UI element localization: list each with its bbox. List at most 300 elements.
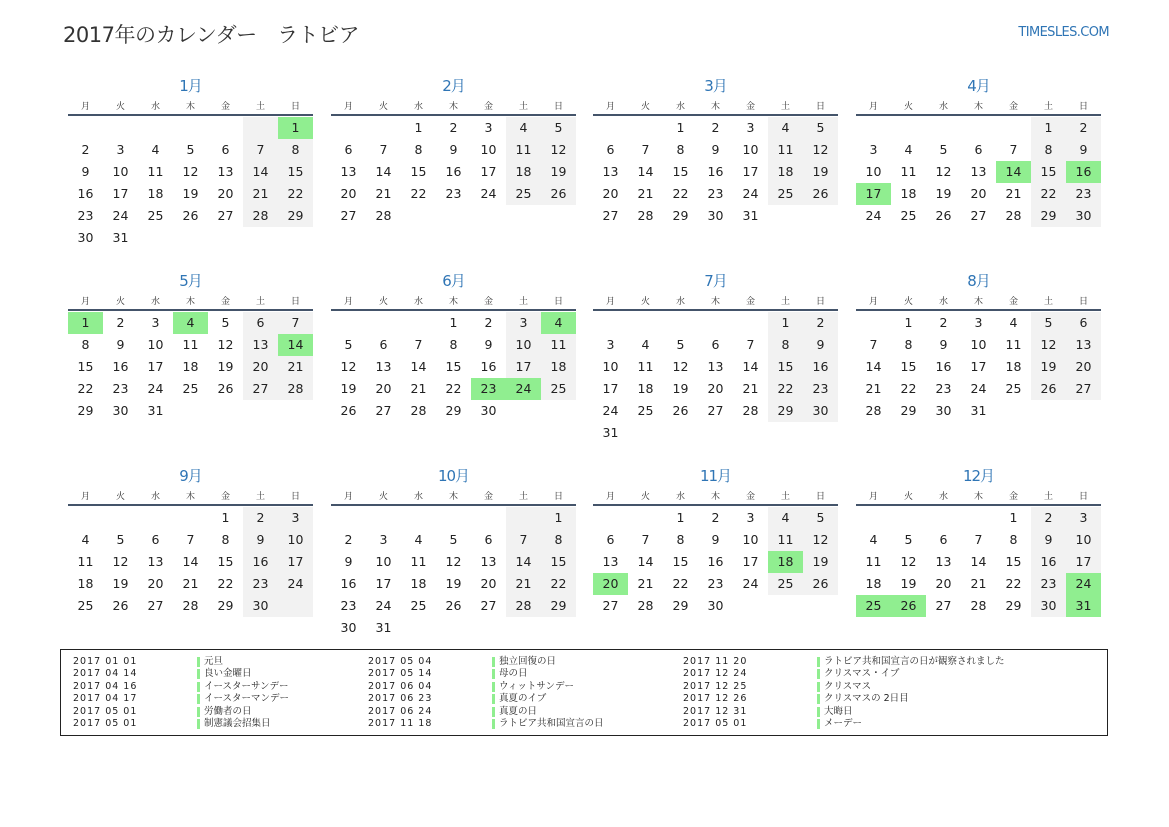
weekday-label: 日 <box>553 297 563 307</box>
day-cell: 9 <box>939 337 948 352</box>
day-cell: 3 <box>278 507 313 529</box>
empty-cell <box>401 312 436 334</box>
header-rule <box>593 114 838 116</box>
weekday-label: 金 <box>220 297 230 307</box>
weekday-label: 金 <box>1008 102 1018 112</box>
day-cell: 22 <box>672 576 689 591</box>
day-cell: 21 <box>865 381 882 396</box>
empty-cell <box>856 117 891 139</box>
empty-cell <box>471 205 506 227</box>
day-cell: 7 <box>243 139 278 161</box>
day-cell: 25 <box>637 403 654 418</box>
empty-cell <box>663 422 698 444</box>
day-cell: 7 <box>746 337 755 352</box>
holiday-name: 真夏のイブ <box>499 693 547 705</box>
day-cell: 15 <box>1031 161 1066 183</box>
day-cell: 25 <box>856 595 891 617</box>
empty-cell <box>768 422 803 444</box>
day-cell: 24 <box>865 208 882 223</box>
day-cell: 15 <box>768 356 803 378</box>
day-cell: 19 <box>803 551 838 573</box>
empty-cell <box>663 312 698 334</box>
weekday-label: 金 <box>745 297 755 307</box>
day-cell: 24 <box>147 381 164 396</box>
day-cell: 10 <box>506 334 541 356</box>
weekday-label: 月 <box>80 492 90 502</box>
day-cell: 20 <box>375 381 392 396</box>
day-cell: 13 <box>602 164 619 179</box>
empty-cell <box>733 312 768 334</box>
day-cell: 9 <box>243 529 278 551</box>
day-cell: 25 <box>182 381 199 396</box>
day-cell: 20 <box>602 186 619 201</box>
days-grid <box>68 117 313 249</box>
empty-cell <box>173 117 208 139</box>
day-cell: 11 <box>900 164 917 179</box>
day-cell: 3 <box>151 315 160 330</box>
empty-cell <box>926 117 961 139</box>
weekday-header <box>331 294 576 308</box>
day-cell: 28 <box>637 598 654 613</box>
day-cell: 15 <box>217 554 234 569</box>
empty-cell <box>541 205 576 227</box>
site-link[interactable]: TIMESLES.COM <box>1018 25 1109 40</box>
day-cell: 8 <box>81 337 90 352</box>
day-cell: 6 <box>151 532 160 547</box>
day-cell: 9 <box>711 532 720 547</box>
day-cell: 22 <box>1005 576 1022 591</box>
header-rule <box>68 309 313 311</box>
day-cell: 16 <box>480 359 497 374</box>
day-cell: 10 <box>1066 529 1101 551</box>
weekday-label: 火 <box>115 492 125 502</box>
empty-cell <box>366 507 401 529</box>
day-cell: 14 <box>970 554 987 569</box>
day-cell: 13 <box>480 554 497 569</box>
day-cell: 3 <box>379 532 388 547</box>
empty-cell <box>856 312 891 334</box>
weekday-label: 月 <box>868 102 878 112</box>
holiday-date: 2017 06 04 <box>368 680 433 692</box>
day-cell: 3 <box>746 510 755 525</box>
day-cell: 18 <box>768 551 803 573</box>
day-cell: 25 <box>541 378 576 400</box>
day-cell: 19 <box>340 381 357 396</box>
day-cell: 8 <box>278 139 313 161</box>
day-cell: 20 <box>147 576 164 591</box>
day-cell: 12 <box>803 529 838 551</box>
day-cell: 27 <box>375 403 392 418</box>
day-cell: 15 <box>77 359 94 374</box>
day-cell: 23 <box>707 186 724 201</box>
day-cell: 14 <box>506 551 541 573</box>
weekday-label: 火 <box>903 492 913 502</box>
day-cell: 1 <box>449 315 458 330</box>
empty-cell <box>331 312 366 334</box>
weekday-label: 木 <box>185 297 195 307</box>
day-cell: 14 <box>278 334 313 356</box>
weekday-header <box>331 99 576 113</box>
day-cell: 29 <box>672 598 689 613</box>
day-cell: 29 <box>900 403 917 418</box>
day-cell: 30 <box>935 403 952 418</box>
empty-cell <box>401 205 436 227</box>
day-cell: 6 <box>939 532 948 547</box>
holiday-date: 2017 04 17 <box>73 693 138 705</box>
day-cell: 4 <box>151 142 160 157</box>
day-cell: 29 <box>445 403 462 418</box>
day-cell: 16 <box>112 359 129 374</box>
holiday-date: 2017 01 01 <box>73 656 138 667</box>
holiday-name: 真夏の日 <box>499 705 538 717</box>
holiday-name: 良い金曜日 <box>204 668 252 680</box>
empty-cell <box>331 507 366 529</box>
day-cell: 21 <box>742 381 759 396</box>
holiday-date: 2017 05 01 <box>73 705 138 717</box>
holiday-name: クリスマス <box>824 680 872 692</box>
day-cell: 1 <box>68 312 103 334</box>
weekday-label: 木 <box>973 297 983 307</box>
holiday-date: 2017 11 18 <box>368 718 433 729</box>
day-cell: 27 <box>147 598 164 613</box>
weekday-label: 金 <box>745 102 755 112</box>
weekday-label: 土 <box>518 492 528 502</box>
day-cell: 19 <box>672 381 689 396</box>
holiday-date: 2017 05 01 <box>683 718 748 729</box>
day-cell: 4 <box>81 532 90 547</box>
day-cell: 8 <box>768 334 803 356</box>
day-cell: 20 <box>593 573 628 595</box>
weekday-header <box>68 489 313 503</box>
holiday-name: ウィットサンデー <box>499 680 574 692</box>
weekday-header <box>593 489 838 503</box>
day-cell: 1 <box>541 507 576 529</box>
empty-cell <box>856 507 891 529</box>
holiday-name: クリスマス・イブ <box>824 668 900 680</box>
weekday-label: 土 <box>518 297 528 307</box>
month-name: 8月 <box>967 272 990 290</box>
day-cell: 26 <box>182 208 199 223</box>
holiday-marker <box>197 682 200 692</box>
weekday-label: 土 <box>1043 297 1053 307</box>
day-cell: 2 <box>711 510 720 525</box>
weekday-label: 日 <box>290 102 300 112</box>
weekday-label: 月 <box>343 297 353 307</box>
weekday-label: 土 <box>780 102 790 112</box>
day-cell: 19 <box>445 576 462 591</box>
weekday-label: 日 <box>815 492 825 502</box>
weekday-label: 土 <box>518 102 528 112</box>
holiday-marker <box>492 657 495 667</box>
holiday-marker <box>492 719 495 729</box>
day-cell: 19 <box>541 161 576 183</box>
day-cell: 8 <box>676 142 685 157</box>
day-cell: 25 <box>147 208 164 223</box>
header-rule <box>331 114 576 116</box>
day-cell: 31 <box>112 230 129 245</box>
empty-cell <box>471 507 506 529</box>
day-cell: 5 <box>344 337 353 352</box>
day-cell: 9 <box>803 334 838 356</box>
day-cell: 10 <box>147 337 164 352</box>
day-cell: 15 <box>445 359 462 374</box>
day-cell: 31 <box>1066 595 1101 617</box>
day-cell: 30 <box>707 208 724 223</box>
day-cell: 10 <box>742 142 759 157</box>
day-cell: 29 <box>1031 205 1066 227</box>
day-cell: 25 <box>900 208 917 223</box>
day-cell: 16 <box>340 576 357 591</box>
empty-cell <box>996 400 1031 422</box>
day-cell: 11 <box>77 554 94 569</box>
day-cell: 16 <box>243 551 278 573</box>
weekday-label: 月 <box>868 297 878 307</box>
day-cell: 14 <box>865 359 882 374</box>
day-cell: 17 <box>278 551 313 573</box>
day-cell: 7 <box>641 142 650 157</box>
day-cell: 7 <box>414 337 423 352</box>
weekday-label: 水 <box>675 492 685 502</box>
day-cell: 12 <box>541 139 576 161</box>
day-cell: 20 <box>243 356 278 378</box>
day-cell: 14 <box>243 161 278 183</box>
day-cell: 20 <box>707 381 724 396</box>
empty-cell <box>331 117 366 139</box>
weekday-label: 火 <box>115 297 125 307</box>
day-cell: 20 <box>340 186 357 201</box>
day-cell: 31 <box>375 620 392 635</box>
day-cell: 8 <box>1009 532 1018 547</box>
day-cell: 1 <box>676 510 685 525</box>
day-cell: 24 <box>602 403 619 418</box>
weekday-label: 土 <box>255 102 265 112</box>
empty-cell <box>803 595 838 617</box>
day-cell: 3 <box>869 142 878 157</box>
day-cell: 2 <box>1031 507 1066 529</box>
weekday-label: 金 <box>483 492 493 502</box>
weekday-label: 木 <box>710 492 720 502</box>
day-cell: 14 <box>742 359 759 374</box>
weekday-label: 火 <box>640 102 650 112</box>
weekday-label: 火 <box>378 492 388 502</box>
day-cell: 3 <box>746 120 755 135</box>
empty-cell <box>1031 400 1066 422</box>
day-cell: 23 <box>935 381 952 396</box>
day-cell: 25 <box>410 598 427 613</box>
day-cell: 28 <box>970 598 987 613</box>
holiday-legend <box>60 649 1108 736</box>
day-cell: 5 <box>541 117 576 139</box>
day-cell: 27 <box>480 598 497 613</box>
day-cell: 26 <box>112 598 129 613</box>
holiday-marker <box>197 719 200 729</box>
day-cell: 31 <box>742 208 759 223</box>
header-rule <box>856 309 1101 311</box>
header-rule <box>331 504 576 506</box>
weekday-label: 土 <box>780 492 790 502</box>
day-cell: 28 <box>410 403 427 418</box>
empty-cell <box>506 507 541 529</box>
holiday-marker <box>492 682 495 692</box>
holiday-name: メーデー <box>824 718 863 729</box>
day-cell: 21 <box>970 576 987 591</box>
empty-cell <box>278 227 313 249</box>
empty-cell <box>593 312 628 334</box>
day-cell: 1 <box>414 120 423 135</box>
day-cell: 27 <box>602 598 619 613</box>
holiday-date: 2017 05 04 <box>368 656 433 667</box>
day-cell: 16 <box>707 164 724 179</box>
day-cell: 6 <box>606 142 615 157</box>
day-cell: 10 <box>278 529 313 551</box>
day-cell: 29 <box>278 205 313 227</box>
holiday-date: 2017 12 24 <box>683 668 748 680</box>
day-cell: 24 <box>742 576 759 591</box>
day-cell: 27 <box>970 208 987 223</box>
day-cell: 13 <box>707 359 724 374</box>
weekday-label: 金 <box>1008 297 1018 307</box>
weekday-label: 月 <box>605 297 615 307</box>
weekday-label: 火 <box>378 297 388 307</box>
day-cell: 25 <box>768 183 803 205</box>
day-cell: 9 <box>81 164 90 179</box>
weekday-label: 日 <box>815 102 825 112</box>
day-cell: 7 <box>974 532 983 547</box>
empty-cell <box>401 617 436 639</box>
holiday-date: 2017 11 20 <box>683 656 748 667</box>
day-cell: 9 <box>449 142 458 157</box>
day-cell: 9 <box>1066 139 1101 161</box>
day-cell: 13 <box>243 334 278 356</box>
header-rule <box>856 114 1101 116</box>
day-cell: 19 <box>217 359 234 374</box>
day-cell: 27 <box>243 378 278 400</box>
day-cell: 24 <box>375 598 392 613</box>
weekday-label: 火 <box>640 297 650 307</box>
day-cell: 24 <box>112 208 129 223</box>
days-grid <box>331 507 576 639</box>
day-cell: 16 <box>803 356 838 378</box>
day-cell: 8 <box>1031 139 1066 161</box>
weekday-label: 木 <box>973 102 983 112</box>
empty-cell <box>628 312 663 334</box>
day-cell: 2 <box>1066 117 1101 139</box>
day-cell: 12 <box>182 164 199 179</box>
day-cell: 22 <box>1031 183 1066 205</box>
day-cell: 23 <box>1066 183 1101 205</box>
day-cell: 4 <box>768 507 803 529</box>
day-cell: 17 <box>742 554 759 569</box>
day-cell: 1 <box>768 312 803 334</box>
header-rule <box>856 504 1101 506</box>
day-cell: 19 <box>182 186 199 201</box>
day-cell: 19 <box>803 161 838 183</box>
day-cell: 7 <box>186 532 195 547</box>
weekday-label: 月 <box>605 102 615 112</box>
day-cell: 20 <box>480 576 497 591</box>
weekday-label: 水 <box>150 102 160 112</box>
day-cell: 17 <box>147 359 164 374</box>
day-cell: 7 <box>506 529 541 551</box>
day-cell: 4 <box>641 337 650 352</box>
day-cell: 29 <box>217 598 234 613</box>
empty-cell <box>506 617 541 639</box>
weekday-label: 木 <box>185 492 195 502</box>
day-cell: 30 <box>112 403 129 418</box>
day-cell: 28 <box>637 208 654 223</box>
day-cell: 31 <box>602 425 619 440</box>
holiday-marker <box>817 682 820 692</box>
empty-cell <box>891 117 926 139</box>
day-cell: 8 <box>676 532 685 547</box>
holiday-marker <box>197 707 200 717</box>
days-grid <box>593 117 838 249</box>
day-cell: 10 <box>480 142 497 157</box>
day-cell: 23 <box>1031 573 1066 595</box>
empty-cell <box>926 507 961 529</box>
weekday-header <box>593 294 838 308</box>
day-cell: 18 <box>147 186 164 201</box>
day-cell: 7 <box>278 312 313 334</box>
day-cell: 8 <box>541 529 576 551</box>
day-cell: 15 <box>900 359 917 374</box>
holiday-marker <box>817 669 820 679</box>
holiday-date: 2017 12 25 <box>683 680 748 692</box>
day-cell: 15 <box>672 554 689 569</box>
weekday-label: 木 <box>710 297 720 307</box>
month-name: 3月 <box>704 77 727 95</box>
day-cell: 30 <box>803 400 838 422</box>
day-cell: 14 <box>375 164 392 179</box>
day-cell: 2 <box>116 315 125 330</box>
day-cell: 16 <box>77 186 94 201</box>
day-cell: 21 <box>278 356 313 378</box>
day-cell: 9 <box>711 142 720 157</box>
weekday-label: 日 <box>1078 492 1088 502</box>
day-cell: 26 <box>803 573 838 595</box>
day-cell: 21 <box>1005 186 1022 201</box>
day-cell: 2 <box>484 315 493 330</box>
holiday-marker <box>197 657 200 667</box>
holiday-date: 2017 06 23 <box>368 693 433 705</box>
weekday-label: 日 <box>290 297 300 307</box>
day-cell: 18 <box>865 576 882 591</box>
day-cell: 21 <box>182 576 199 591</box>
day-cell: 23 <box>707 576 724 591</box>
day-cell: 25 <box>506 183 541 205</box>
holiday-date: 2017 12 31 <box>683 705 748 717</box>
day-cell: 6 <box>484 532 493 547</box>
day-cell: 1 <box>1031 117 1066 139</box>
empty-cell <box>891 507 926 529</box>
day-cell: 17 <box>375 576 392 591</box>
month-name: 4月 <box>967 77 990 95</box>
day-cell: 8 <box>904 337 913 352</box>
holiday-date: 2017 05 01 <box>73 718 138 729</box>
day-cell: 26 <box>803 183 838 205</box>
day-cell: 1 <box>676 120 685 135</box>
day-cell: 27 <box>707 403 724 418</box>
day-cell: 26 <box>445 598 462 613</box>
empty-cell <box>996 117 1031 139</box>
day-cell: 7 <box>641 532 650 547</box>
empty-cell <box>103 507 138 529</box>
day-cell: 21 <box>410 381 427 396</box>
day-cell: 26 <box>541 183 576 205</box>
holiday-marker <box>197 669 200 679</box>
day-cell: 12 <box>900 554 917 569</box>
day-cell: 17 <box>970 359 987 374</box>
